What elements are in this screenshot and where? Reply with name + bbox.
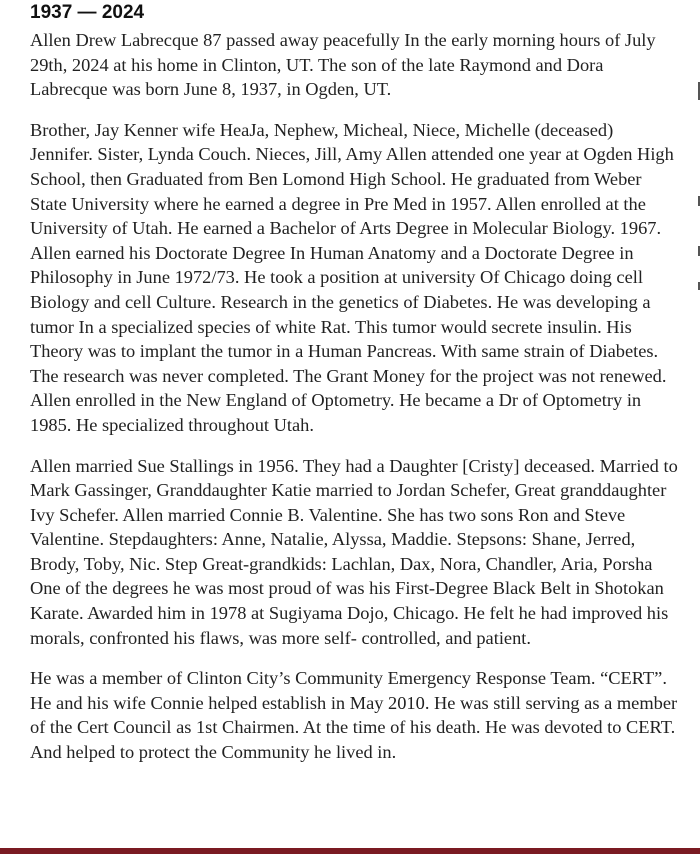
obituary-paragraph-family: Allen married Sue Stallings in 1956. They had a Daughter [Cristy] deceased. Married to Mark Gassinger, Granddaughter Katie married to Jordan Schefer, Great granddaughter Ivy Schefer. Allen married Connie B. Valentine. She has two sons Ron and Steve Valentine. Stepdaughters: Anne, Natalie, Alyssa, Maddie. Stepsons: Shane, Jerred, Brody, Toby, Nic. Step Great-grandkids: Lachlan, Dax, Nora, Chandler, Aria, Porsha One of the degrees he was most proud of was his First-Degree Black Belt in Shotokan Karate. Awarded him in 1978 at Sugiyama Dojo, Chicago. He felt he had improved his morals, confronted his flaws, was more self- controlled, and patient. — [30, 455, 678, 648]
footer-credit — [0, 834, 260, 852]
obituary-paragraph-birth: Allen Drew Labrecque 87 passed away peacefully In the early morning hours of July 29th, 2024 at his home in Clinton, UT. The son of the late Raymond and Dora Labrecque was born June 8, 1937, in Ogden, UT. — [30, 30, 656, 100]
footer-credit-text: Created with Class Creator — [0, 834, 205, 851]
life-years-heading: 1937 — 2024 — [30, 2, 145, 23]
obituary-paragraph-community: He was a member of Clinton City’s Community Emergency Response Team. “CERT”. He and his wife Connie helped establish in May 2010. He was still serving as a member of the Cert Council as 1st Chairmen. At the time of his death. He was devoted to CERT. And helped to protect the Community he lived in. — [30, 668, 678, 763]
cropped-right-edge — [694, 0, 700, 854]
obituary-paragraph-career: Brother, Jay Kenner wife HeaJa, Nephew, Micheal, Niece, Michelle (deceased) Jennifer. Sister, Lynda Couch. Nieces, Jill, Amy Allen attended one year at Ogden High School, then Graduated from Ben Lomond High School. He graduated from Weber State University where he earned a degree in Pre Med in 1957. Allen enrolled at the University of Utah. He earned a Bachelor of Arts Degree in Molecular Biology. 1967. Allen earned his Doctorate Degree In Human Anatomy and a Doctorate Degree in Philosophy in June 1972/73. He took a position at university Of Chicago doing cell Biology and cell Culture. Research in the genetics of Diabetes. He was developing a tumor In a specialized species of white Rat. This tumor would secrete insulin. His Theory was to implant the tumor in a Human Pancreas. With same strain of Diabetes. The research was never completed. The Grant Money for the project was not renewed. Allen enrolled in the New England of Optometry. He became a Dr of Optometry in 1985. He specialized throughout Utah. — [30, 119, 674, 435]
obituary-body — [30, 28, 678, 781]
